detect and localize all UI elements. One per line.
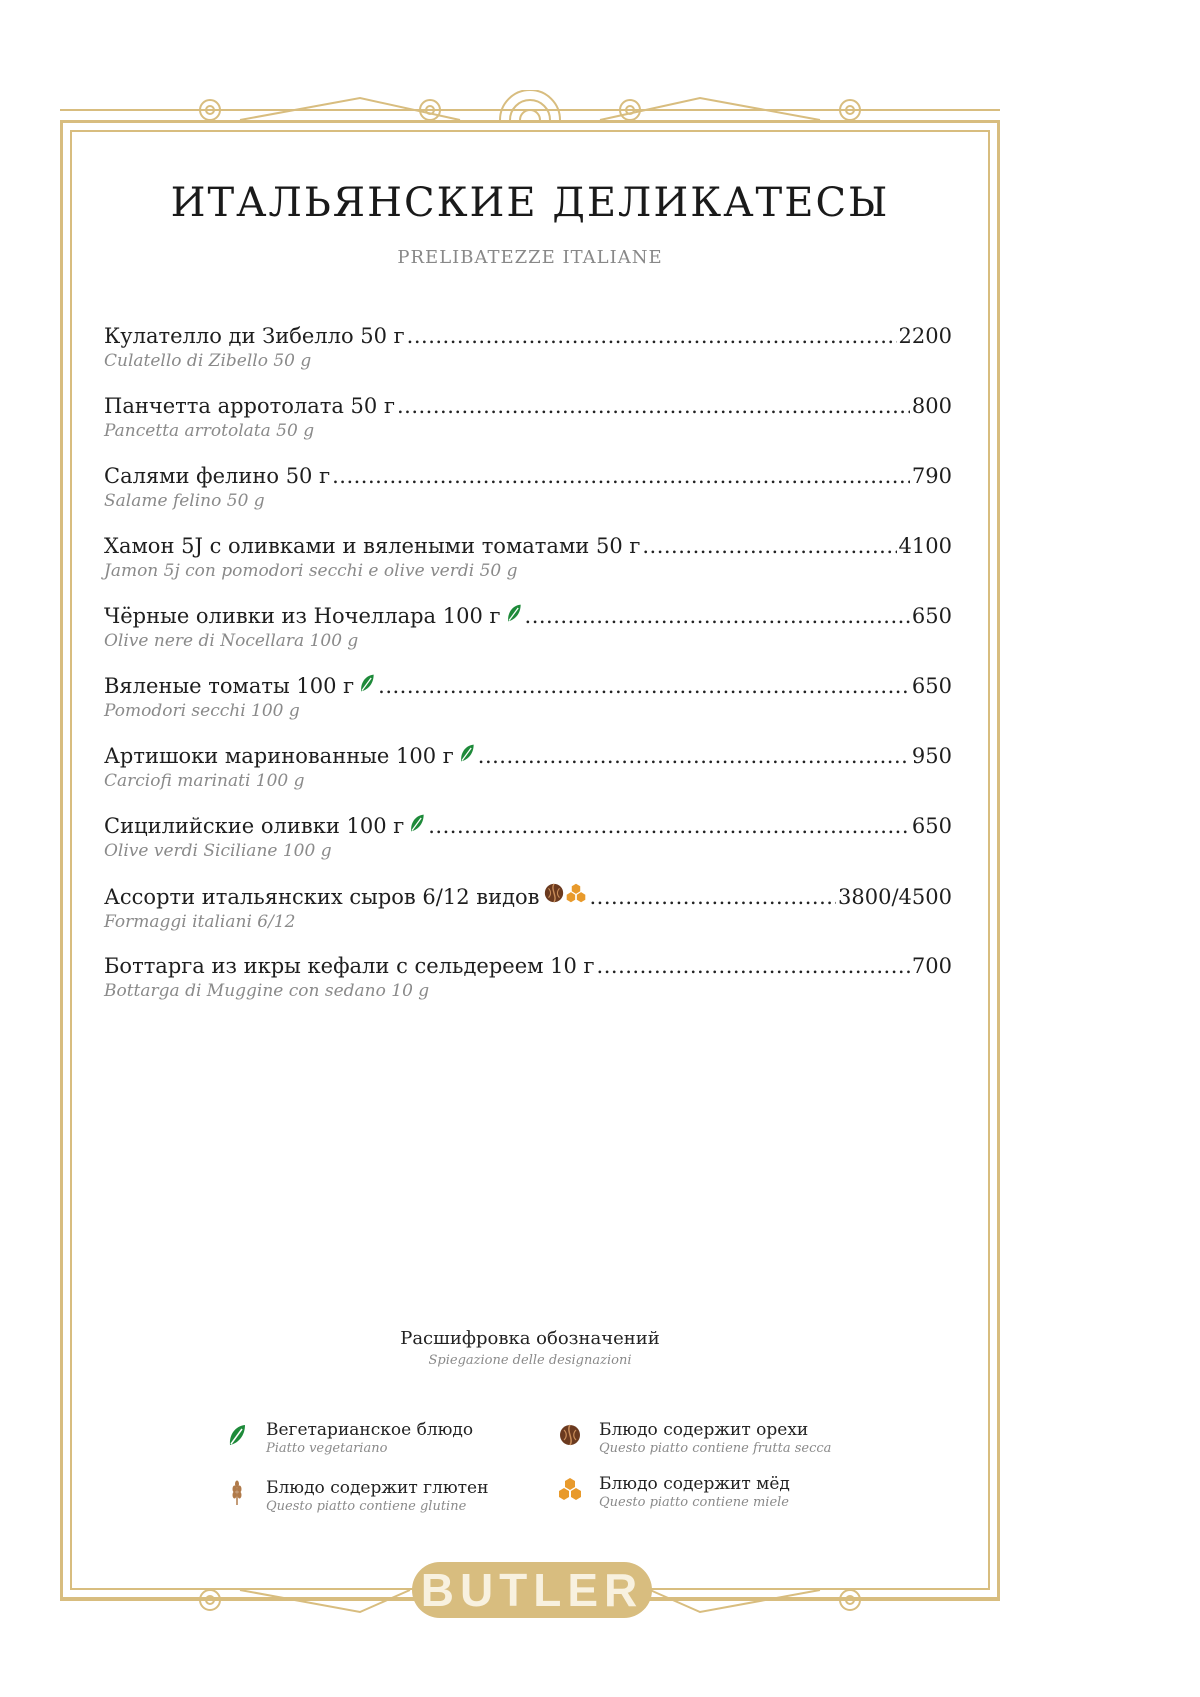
menu-item-row <box>104 602 952 630</box>
menu-item-price: 790 <box>911 464 952 488</box>
legend-nuts <box>555 1420 831 1458</box>
menu-item-row <box>104 952 952 980</box>
menu-item-translation: Jamon 5j con pomodori secchi e olive verdi 50 g <box>104 561 518 581</box>
leaf-icon <box>505 603 523 623</box>
dot-leader <box>525 602 910 630</box>
menu-item-price: 4100 <box>898 534 952 558</box>
menu-item <box>104 952 952 1022</box>
menu-item-row <box>104 392 952 420</box>
menu-item <box>104 812 952 882</box>
menu-item-price: 800 <box>911 394 952 418</box>
menu-item-name: Панчетта арротолата 50 г <box>104 394 395 418</box>
legend-vegetarian-label: Вегетарианское блюдо <box>266 1420 474 1440</box>
menu-item-row <box>104 812 952 840</box>
dot-leader <box>642 532 896 560</box>
legend-honey-label: Блюдо содержит мёд <box>599 1474 790 1494</box>
legend-title: Расшифровка обозначений <box>400 1328 660 1349</box>
dot-leader <box>397 392 910 420</box>
menu-item-price: 950 <box>911 744 952 768</box>
dot-leader <box>378 672 910 700</box>
menu-item <box>104 742 952 812</box>
dot-leader <box>332 462 910 490</box>
dot-leader <box>597 952 910 980</box>
menu-item-name: Хамон 5J с оливками и вялеными томатами 50 г <box>104 534 641 558</box>
legend-gluten <box>222 1478 488 1516</box>
menu-item-translation: Olive nere di Nocellara 100 g <box>104 631 359 651</box>
legend-honey <box>555 1474 790 1512</box>
honeycomb-icon <box>555 1474 585 1504</box>
menu-item-translation: Salame felino 50 g <box>104 491 265 511</box>
menu-item <box>104 322 952 392</box>
legend-honey-sublabel: Questo piatto contiene miele <box>599 1495 789 1510</box>
menu-item-icons <box>543 882 587 904</box>
menu-item-price: 2200 <box>898 324 952 348</box>
butler-logo <box>412 1562 652 1618</box>
menu-item-translation: Formaggi italiani 6/12 <box>104 912 296 932</box>
leaf-icon <box>222 1420 252 1450</box>
menu-list <box>104 322 952 1022</box>
menu-item <box>104 672 952 742</box>
menu-item-name: Артишоки маринованные 100 г <box>104 744 454 768</box>
menu-item-translation: Bottarga di Muggine con sedano 10 g <box>104 981 430 1001</box>
menu-item <box>104 462 952 532</box>
menu-item <box>104 882 952 952</box>
menu-item-price: 650 <box>911 674 952 698</box>
dot-leader <box>428 812 910 840</box>
menu-item <box>104 532 952 602</box>
menu-item-translation: Carciofi marinati 100 g <box>104 771 305 791</box>
menu-item-translation: Pomodori secchi 100 g <box>104 701 300 721</box>
wheat-icon <box>222 1478 252 1508</box>
menu-item-name: Боттарга из икры кефали с сельдереем 10 г <box>104 954 595 978</box>
leaf-icon <box>358 673 376 693</box>
dot-leader <box>589 883 836 911</box>
menu-item-icons <box>408 813 426 833</box>
legend-nuts-label: Блюдо содержит орехи <box>599 1420 809 1440</box>
menu-item-translation: Culatello di Zibello 50 g <box>104 351 312 371</box>
menu-item-row <box>104 532 952 560</box>
legend-subtitle: Spiegazione delle designazioni <box>428 1353 632 1368</box>
page-subtitle: PRELIBATEZZE ITALIANE <box>397 247 663 268</box>
menu-item-name: Вяленые томаты 100 г <box>104 674 355 698</box>
menu-item <box>104 602 952 672</box>
menu-item-name: Ассорти итальянских сыров 6/12 видов <box>104 885 540 909</box>
menu-item-price: 3800/4500 <box>838 885 952 909</box>
menu-item-name: Сицилийские оливки 100 г <box>104 814 405 838</box>
menu-item-name: Кулателло ди Зибелло 50 г <box>104 324 405 348</box>
dot-leader <box>407 322 897 350</box>
menu-item-icons <box>505 603 523 623</box>
legend-vegetarian-sublabel: Piatto vegetariano <box>266 1441 388 1456</box>
menu-item-row <box>104 462 952 490</box>
page-title: ИТАЛЬЯНСКИЕ ДЕЛИКАТЕСЫ <box>170 180 890 226</box>
logo-text: BUTLER <box>420 1564 644 1616</box>
menu-item-price: 650 <box>911 814 952 838</box>
honeycomb-icon <box>565 882 587 904</box>
menu-item-icons <box>358 673 376 693</box>
dot-leader <box>478 742 910 770</box>
leaf-icon <box>408 813 426 833</box>
top-ornament <box>60 90 1000 130</box>
menu-item-row <box>104 672 952 700</box>
walnut-icon <box>543 882 565 904</box>
menu-item-translation: Olive verdi Siciliane 100 g <box>104 841 332 861</box>
menu-item-name: Чёрные оливки из Ночеллара 100 г <box>104 604 501 628</box>
menu-item-row <box>104 882 952 911</box>
walnut-icon <box>555 1420 585 1450</box>
menu-item-price: 700 <box>911 954 952 978</box>
menu-item-translation: Pancetta arrotolata 50 g <box>104 421 315 441</box>
legend-nuts-sublabel: Questo piatto contiene frutta secca <box>599 1441 832 1456</box>
menu-item-row <box>104 742 952 770</box>
menu-item-row <box>104 322 952 350</box>
legend-gluten-sublabel: Questo piatto contiene glutine <box>266 1499 467 1514</box>
menu-item-price: 650 <box>911 604 952 628</box>
menu-item <box>104 392 952 462</box>
menu-item-icons <box>458 743 476 763</box>
leaf-icon <box>458 743 476 763</box>
menu-item-name: Салями фелино 50 г <box>104 464 331 488</box>
legend-vegetarian <box>222 1420 473 1458</box>
legend-gluten-label: Блюдо содержит глютен <box>266 1478 489 1498</box>
